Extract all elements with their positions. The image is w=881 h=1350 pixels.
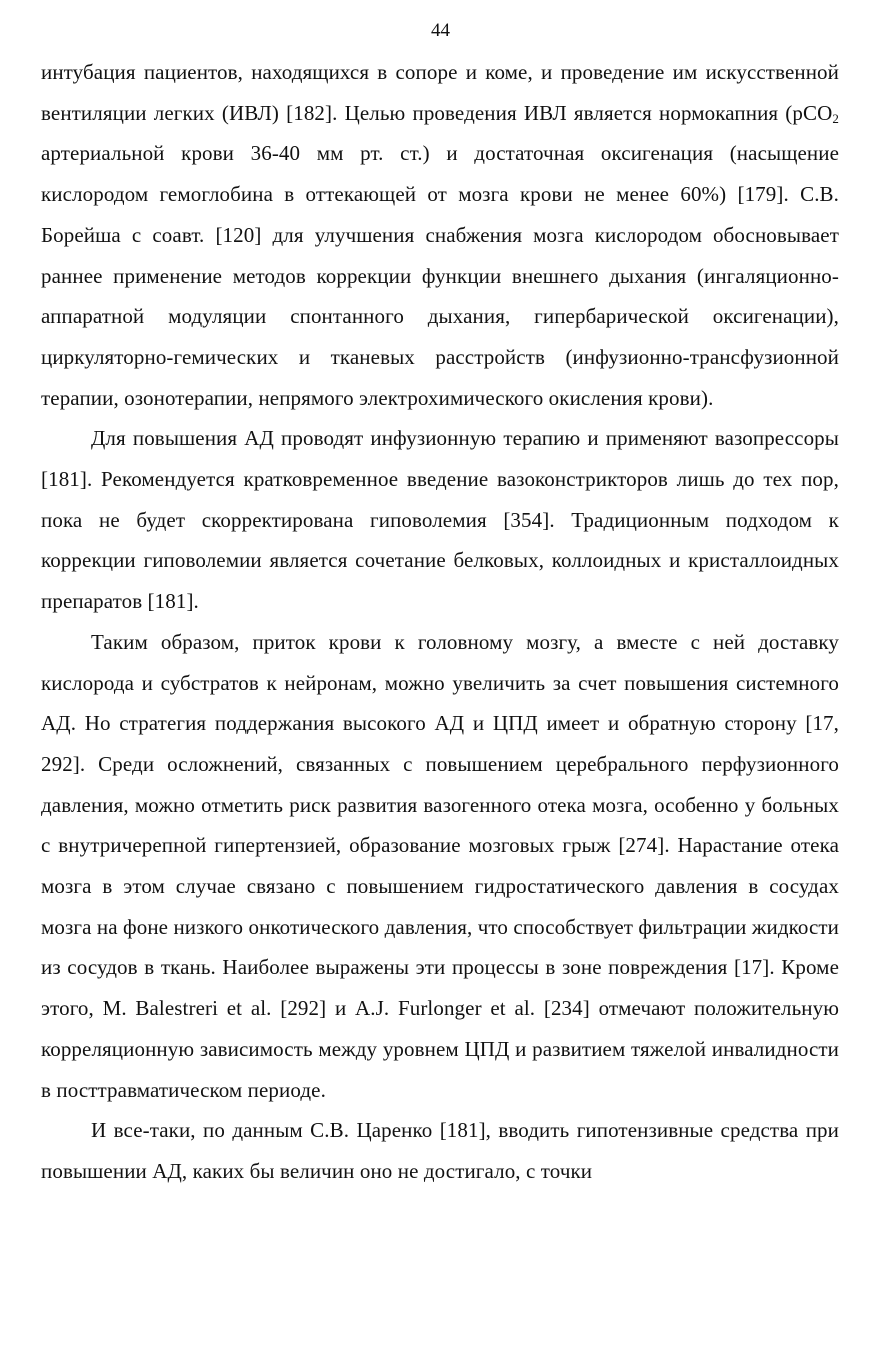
paragraph-2: Для повышения АД проводят инфузионную терапию и применяют вазопрессоры [181]. Рекомендуется кратковременное введение вазоконстрикторов лишь до тех пор, пока не будет скорректирована гиповолемия [354]. Традиционным подходом к коррекции гиповолемии является сочетание белковых, коллоидных и кристаллоидных препаратов [181].: [41, 426, 839, 614]
subscript-2: 2: [832, 110, 839, 126]
page-number: 44: [431, 20, 450, 41]
paragraph-4: И все-таки, по данным С.В. Царенко [181], вводить гипотензивные средства при повышении АД, каких бы величин оно не достигало, с точки: [41, 1118, 839, 1183]
paragraph-1: [41, 52, 839, 418]
paragraph-1-part-b: артериальной крови 36-40 мм рт. ст.) и достаточная оксигенация (насыщение кислородом гемоглобина в оттекающей от мозга крови не менее 60%) [179]. С.В. Борейша с соавт. [120] для улучшения снабжения мозга кислородом обосновывает раннее применение методов коррекции функции внешнего дыхания (ингаляционно-аппаратной модуляции спонтанного дыхания, гипербарической оксигенации), циркуляторно-гемических и тканевых расстройств (инфузионно-трансфузионной терапии, озонотерапии, непрямого электрохимического окисления крови).: [41, 141, 839, 410]
body-text: [41, 52, 839, 1192]
paragraph-1-part-a: интубация пациентов, находящихся в сопоре и коме, и проведение им искусственной вентиляции легких (ИВЛ) [182]. Целью проведения ИВЛ является нормокапния (pCO: [41, 60, 839, 125]
paragraph-3: Таким образом, приток крови к головному мозгу, а вместе с ней доставку кислорода и субстратов к нейронам, можно увеличить за счет повышения системного АД. Но стратегия поддержания высокого АД и ЦПД имеет и обратную сторону [17, 292]. Среди осложнений, связанных с повышением церебрального перфузионного давления, можно отметить риск развития вазогенного отека мозга, особенно у больных с внутричерепной гипертензией, образование мозговых грыж [274]. Нарастание отека мозга в этом случае связано с повышением гидростатического давления в сосудах мозга на фоне низкого онкотического давления, что способствует фильтрации жидкости из сосудов в ткань. Наиболее выражены эти процессы в зоне повреждения [17]. Кроме этого, M. Balestreri et al. [292] и A.J. Furlonger et al. [234] отмечают положительную корреляционную зависимость между уровнем ЦПД и развитием тяжелой инвалидности в посттравматическом периоде.: [41, 629, 839, 1102]
